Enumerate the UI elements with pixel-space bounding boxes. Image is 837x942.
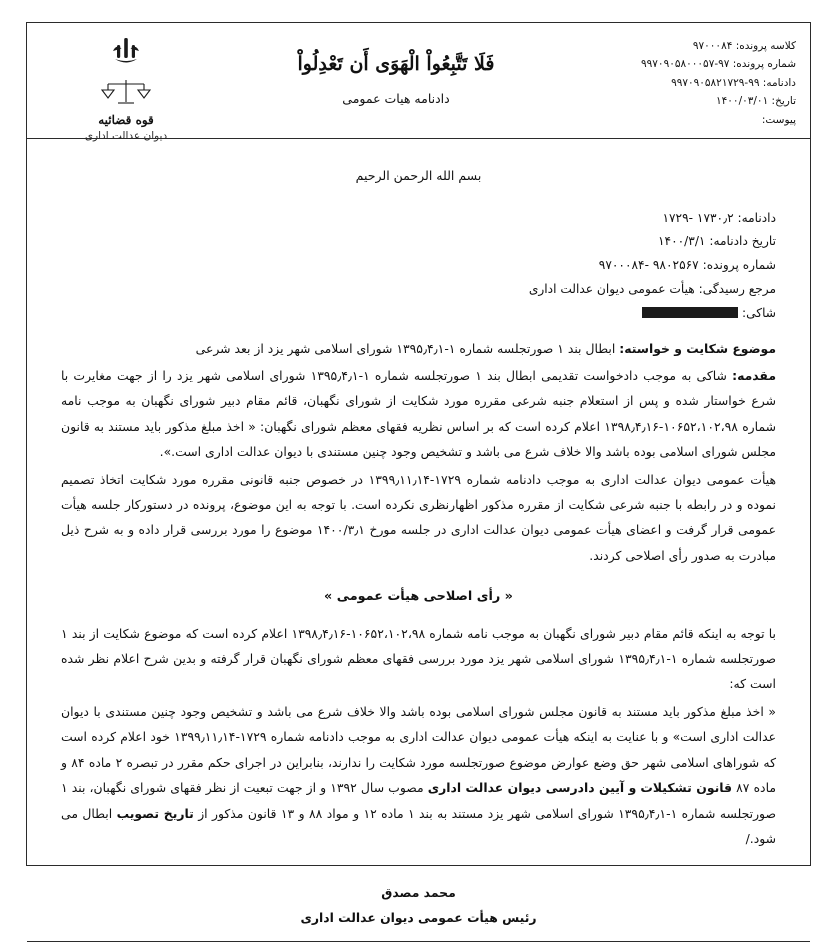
header-center <box>211 33 581 106</box>
subject-label: موضوع شکایت و خواسته: <box>619 340 776 356</box>
intro-paragraph <box>61 363 776 465</box>
document-body <box>27 139 810 941</box>
organization-name: قوه قضائیه <box>98 113 154 127</box>
document-type-label: دادنامه هیات عمومی <box>342 91 450 106</box>
document-header <box>27 23 810 142</box>
document-sheet <box>26 22 811 926</box>
iran-emblem-icon <box>41 35 211 75</box>
verdict-date: تاریخ دادنامه: ۱۴۰۰/۳/۱ <box>657 234 776 249</box>
signature-block <box>61 881 776 931</box>
header-case-meta <box>581 33 796 129</box>
quran-verse: فَلَا تَتَّبِعُواْ الْهَوَى أَن تَعْدِلُواْ <box>297 53 495 75</box>
background-paragraph: هیأت عمومی دیوان عدالت اداری به موجب دادنامه شماره ۱۷۲۹-۱۳۹۹٫۱۱٫۱۴ در خصوص جنبه قانونی مقرره مورد شکایت اتخاذ تصمیم نموده و در رابطه با جنبه شرعی شکایت از مقرره مذکور اظهارنظری نکرده است. با توجه به این موضوع، پرونده در دستورکار جلسه هیأت عمومی قرار گرفت و اعضای هیأت عمومی دیوان عدالت اداری در جلسه مورخ ۱۴۰۰/۳٫۱ موضوع را مورد بررسی قرار داده و به شرح ذیل مبادرت به صدور رأی اصلاحی کردند. <box>61 471 776 563</box>
subject-text: ابطال بند ۱ صورتجلسه شماره ۱-۱۳۹۵٫۴٫۱ شورای اسلامی شهر یزد از بعد شرعی <box>195 340 616 356</box>
scales-of-justice-icon <box>41 77 211 111</box>
organization-subtitle: دیوان عدالت اداری <box>84 130 168 142</box>
verdict-number: دادنامه: ۹۹-۹۹۷۰۹۰۵۸۲۱۷۲۹ <box>671 76 796 89</box>
subject-paragraph <box>61 336 776 361</box>
document-identifiers <box>61 207 776 326</box>
intro-label: مقدمه: <box>732 367 776 383</box>
basmala-line: بسم الله الرحمن الرحیم <box>355 168 482 183</box>
ruling-paragraph-1: با توجه به اینکه قائم مقام دبیر شورای نگهبان به موجب نامه شماره ۱۰۶۵۲،۱۰۲،۹۸-۱۳۹۸٫۴٫۱۶ اعلام کرده است که موضوع شکایت از بند ۱ صورتجلسه شماره ۱-۱۳۹۵٫۴٫۱ شورای اسلامی شهر یزد مورد بررسی فقهای معظم شورای نگهبان قرار گرفته و بدین شرح اعلام نظر شده است که: <box>61 625 776 692</box>
signatory-title: رئیس هیأت عمومی دیوان عدالت اداری <box>300 910 537 926</box>
redacted-plaintiff-name <box>642 307 738 318</box>
attachment: پیوست: <box>761 113 796 126</box>
case-file-id: شماره پرونده: ۹۸۰۲۵۶۷ -۹۷۰۰۰۸۴ <box>598 258 776 273</box>
signatory-name: محمد مصدق <box>381 885 456 901</box>
plaintiff-label: شاکی: <box>742 305 776 320</box>
case-file-number: کلاسه پرونده: ۹۷۰۰۰۸۴ <box>692 40 796 52</box>
intro-text: شاکی به موجب دادخواست تقدیمی ابطال بند ۱ صورتجلسه شماره ۱-۱۳۹۵٫۴٫۱ شورای اسلامی شهر یزد را از جهت مغایرت با شرع خواستار شده و پس از استعلام جنبه شرعی مقرره مورد شکایت از شورای نگهبان، قائم مقام دبیر شورای نگهبان به موجب نامه شماره ۱۰۶۵۲،۱۰۲،۹۸-۱۳۹۸٫۴٫۱۶ اعلام کرده است که بر اساس نظریه فقهای معظم شورای نگهبان: « اخذ مبلغ مذکور باید مستند به قانون مجلس شورای اسلامی بوده باشد والا خلاف شرع می باشد و تشخیص وجود چنین مستندی با دیوان عدالت اداری است.». <box>61 367 776 460</box>
date: تاریخ: ۱۴۰۰/۰۳/۰۱ <box>716 95 796 108</box>
reviewing-authority: مرجع رسیدگی: هیأت عمومی دیوان عدالت اداری <box>528 281 776 296</box>
ruling-title: « رأی اصلاحی هیأت عمومی » <box>324 589 513 605</box>
case-number: شماره پرونده: ۹۷-۹۹۷۰۹۰۵۸۰۰۰۵۷ <box>641 58 796 71</box>
header-logo-block <box>41 33 211 142</box>
plaintiff-row <box>61 302 776 326</box>
verdict-id: دادنامه: ۱۷۳۰٫۲ -۱۷۲۹ <box>662 210 776 225</box>
ruling-paragraph-2: « اخذ مبلغ مذکور باید مستند به قانون مجلس شورای اسلامی بوده باشد والا خلاف شرع می باشد و تشخیص وجود چنین مستندی با دیوان عدالت اداری است» و با عنایت به اینکه هیأت عمومی دیوان عدالت اداری به موجب دادنامه شماره ۱۷۲۹-۱۳۹۹٫۱۱٫۱۴ خود اعلام کرده است که شوراهای اسلامی شهر حق وضع عوارض موضوع صورتجلسه مورد شکایت را ندارند، بنابراین در اجرای حکم مقرر در تبصره ۲ ماده ۸۴ و ماده ۸۷ قانون تشکیلات و آیین دادرسی دیوان عدالت اداری مصوب سال ۱۳۹۲ و از جهت تبعیت از نظر فقهای شورای نگهبان، بند ۱ صورتجلسه شماره ۱-۱۳۹۵٫۴٫۱ شورای اسلامی شهر یزد مستند به بند ۱ ماده ۱۲ و مواد ۸۸ و ۱۳ قانون مذکور از تاریخ تصویب ابطال می شود./ <box>61 703 776 846</box>
